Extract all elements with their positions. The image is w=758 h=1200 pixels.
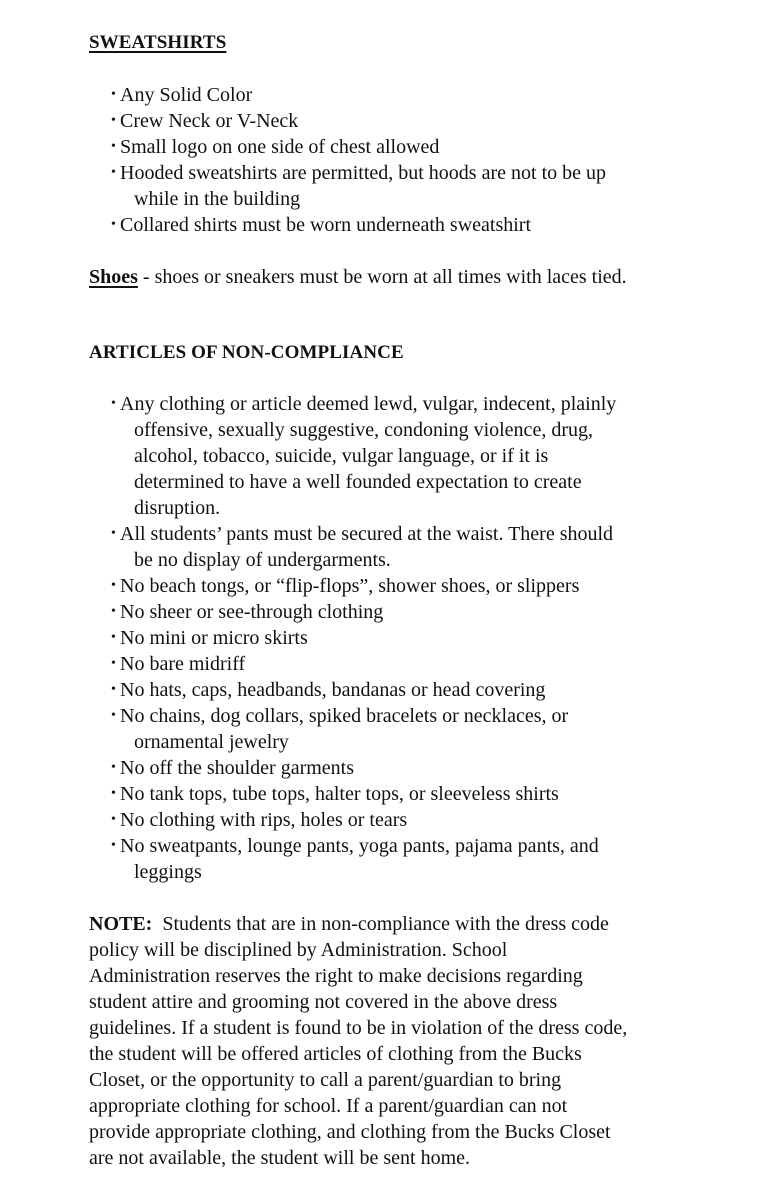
shoes-label: Shoes [89,266,138,288]
note-first-line [89,911,627,937]
note-line: the student will be offered articles of clothing from the Bucks [89,1043,582,1065]
list-item-line: No tank tops, tube tops, halter tops, or sleeveless shirts [120,783,559,805]
note-line: policy will be disciplined by Administration. School [89,939,508,961]
bullet-icon: • [111,113,116,128]
sweatshirts-list [111,82,606,238]
bullet-icon: • [111,217,116,232]
bullet-icon: • [111,87,116,102]
bullet-icon: • [111,838,116,853]
list-item [111,755,616,781]
bullet-icon: • [111,786,116,801]
list-item [111,108,606,134]
list-item-line: leggings [134,861,202,883]
non-compliance-list [111,391,616,885]
list-item [111,677,616,703]
list-item [111,625,616,651]
list-item [111,833,616,885]
list-item-line: No sheer or see-through clothing [120,601,384,623]
list-item-line: be no display of undergarments. [134,549,391,571]
list-item-line: determined to have a well founded expectation to create [134,471,582,493]
list-item-line: No clothing with rips, holes or tears [120,809,408,831]
list-item-line: Crew Neck or V-Neck [120,110,299,132]
note-line: student attire and grooming not covered in the above dress [89,991,558,1013]
list-item-line: ornamental jewelry [134,731,289,753]
list-item-line: offensive, sexually suggestive, condoning violence, drug, [134,419,593,441]
note-line: Closet, or the opportunity to call a parent/guardian to bring [89,1069,562,1091]
list-item [111,599,616,625]
bullet-icon: • [111,656,116,671]
list-item [111,212,606,238]
note-line: appropriate clothing for school. If a parent/guardian can not [89,1095,568,1117]
sweatshirts-heading: SWEATSHIRTS [89,32,227,53]
list-item-line: Hooded sweatshirts are permitted, but hoods are not to be up [120,162,606,184]
list-item [111,781,616,807]
list-item-line: disruption. [134,497,221,519]
bullet-icon: • [111,165,116,180]
list-item [111,521,616,573]
bullet-icon: • [111,630,116,645]
bullet-icon: • [111,578,116,593]
bullet-icon: • [111,708,116,723]
non-compliance-heading: ARTICLES OF NON-COMPLIANCE [89,342,404,363]
list-item-line: Small logo on one side of chest allowed [120,136,440,158]
list-item [111,82,606,108]
list-item-line: Any Solid Color [120,84,253,106]
bullet-icon: • [111,682,116,697]
shoes-text: - shoes or sneakers must be worn at all times with laces tied. [137,266,627,288]
list-item-line: No beach tongs, or “flip-flops”, shower shoes, or slippers [120,575,580,597]
list-item [111,573,616,599]
note-label: NOTE: [89,913,153,935]
list-item [111,134,606,160]
note-paragraph [89,911,627,1171]
list-item-line: Any clothing or article deemed lewd, vulgar, indecent, plainly [120,393,617,415]
list-item-line: alcohol, tobacco, suicide, vulgar language, or if it is [134,445,549,467]
list-item-line: No off the shoulder garments [120,757,355,779]
list-item [111,391,616,521]
bullet-icon: • [111,760,116,775]
list-item [111,703,616,755]
bullet-icon: • [111,812,116,827]
note-line: Students that are in non-compliance with the dress code [152,913,609,935]
bullet-icon: • [111,604,116,619]
list-item [111,160,606,212]
list-item [111,807,616,833]
list-item-line: No hats, caps, headbands, bandanas or head covering [120,679,546,701]
list-item-line: while in the building [134,188,301,210]
note-line: guidelines. If a student is found to be in violation of the dress code, [89,1017,628,1039]
list-item-line: Collared shirts must be worn underneath sweatshirt [120,214,532,236]
note-line: are not available, the student will be sent home. [89,1147,470,1169]
note-line: Administration reserves the right to make decisions regarding [89,965,583,987]
shoes-rule [89,264,627,290]
bullet-icon: • [111,526,116,541]
list-item [111,651,616,677]
list-item-line: No chains, dog collars, spiked bracelets or necklaces, or [120,705,569,727]
note-line: provide appropriate clothing, and clothing from the Bucks Closet [89,1121,611,1143]
bullet-icon: • [111,396,116,411]
list-item-line: All students’ pants must be secured at the waist. There should [120,523,614,545]
list-item-line: No mini or micro skirts [120,627,308,649]
bullet-icon: • [111,139,116,154]
list-item-line: No bare midriff [120,653,246,675]
list-item-line: No sweatpants, lounge pants, yoga pants, pajama pants, and [120,835,599,857]
